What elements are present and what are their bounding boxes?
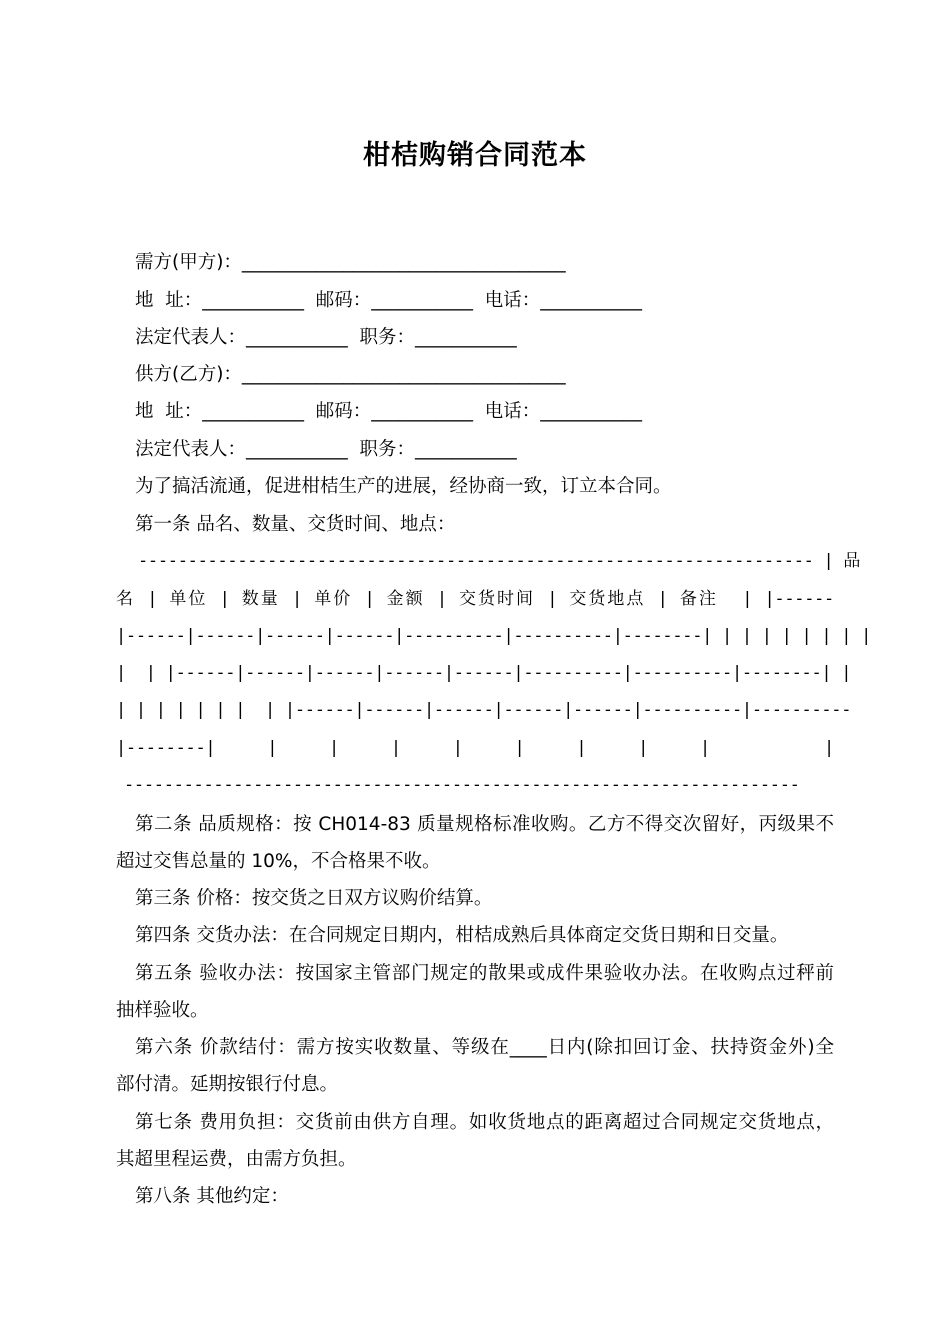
- seller-name-line: 供方(乙方)：___________________________________: [135, 364, 566, 385]
- seller-representative-line: 法定代表人：___________ 职务：___________: [135, 439, 517, 460]
- document-title: 柑桔购销合同范本: [363, 140, 587, 171]
- article-2-line-1: 第二条 品质规格：按 CH014-83 质量规格标准收购。乙方不得交次留好，丙级果不: [135, 814, 834, 835]
- article-3: 第三条 价格：按交货之日双方议购价结算。: [135, 888, 493, 909]
- table-line: | | | | | | | | |------|------|------|------|------|----------|----------: [116, 700, 852, 720]
- seller-address-line: 地 址：___________ 邮码：___________ 电话：___________: [135, 401, 643, 422]
- table-line: |------|------|------|------|----------|----------|--------| | | | | | | | |: [116, 626, 872, 646]
- article-4: 第四条 交货办法：在合同规定日期内，柑桔成熟后具体商定交货日期和日交量。: [135, 925, 789, 946]
- buyer-representative-line: 法定代表人：___________ 职务：___________: [135, 327, 517, 348]
- table-line: -------------------------------------------------------------------- | 品: [138, 551, 861, 571]
- article-1-heading: 第一条 品名、数量、交货时间、地点：: [135, 514, 456, 535]
- table-line: 名 | 单位 | 数量 | 单价 | 金额 | 交货时间 | 交货地点 | 备注 | |------: [116, 589, 834, 609]
- article-7-line-2: 其超里程运费，由需方负担。: [116, 1149, 357, 1170]
- buyer-address-line: 地 址：___________ 邮码：___________ 电话：___________: [135, 290, 643, 311]
- preamble-line: 为了搞活流通，促进柑桔生产的进展，经协商一致，订立本合同。: [135, 476, 672, 497]
- table-line: --------------------------------------------------------------------: [124, 775, 800, 795]
- article-7-line-1: 第七条 费用负担：交货前由供方自理。如收货地点的距离超过合同规定交货地点，: [135, 1112, 834, 1133]
- article-5-line-2: 抽样验收。: [116, 1000, 209, 1021]
- article-2-line-2: 超过交售总量的 10%，不合格果不收。: [116, 851, 441, 872]
- table-line: | | |------|------|------|------|------|----------|----------|--------| |: [116, 663, 852, 683]
- article-8-heading: 第八条 其他约定：: [135, 1186, 289, 1207]
- buyer-name-line: 需方(甲方)：___________________________________: [135, 252, 566, 273]
- article-6-line-2: 部付清。延期按银行付息。: [116, 1074, 339, 1095]
- article-5-line-1: 第五条 验收办法：按国家主管部门规定的散果或成件果验收办法。在收购点过秤前: [135, 963, 834, 984]
- article-6-line-1: 第六条 价款结付：需方按实收数量、等级在____日内(除扣回订金、扶持资金外)全: [135, 1037, 834, 1058]
- table-line: |--------| | | | | | | | | |: [116, 738, 834, 758]
